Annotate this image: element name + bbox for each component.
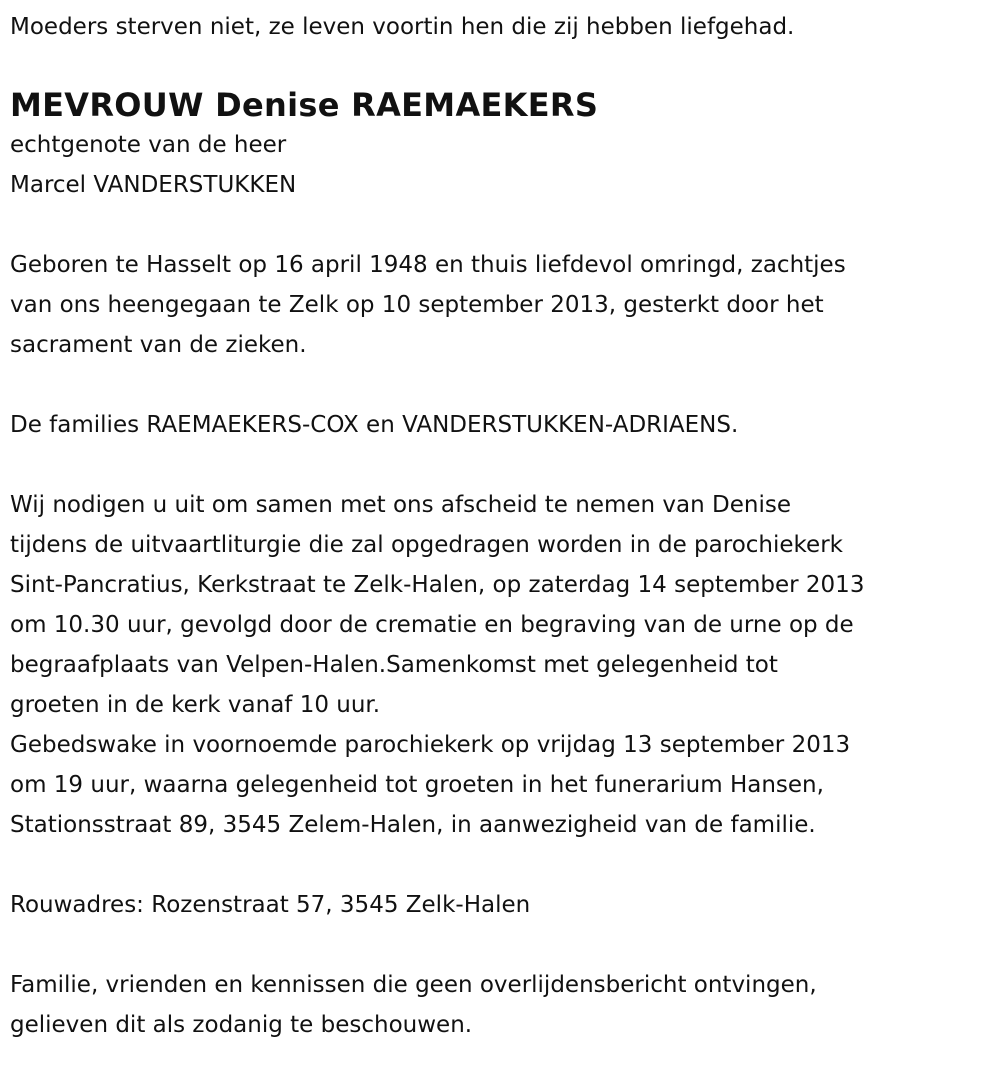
- text-line: groeten in de kerk vanaf 10 uur.: [10, 692, 381, 718]
- obituary-document: [10, 7, 864, 1045]
- text-line: gelieven dit als zodanig te beschouwen.: [10, 1012, 473, 1038]
- text-line: Stationsstraat 89, 3545 Zelem-Halen, in aanwezigheid van de familie.: [10, 812, 816, 838]
- text-line: Geboren te Hasselt op 16 april 1948 en thuis liefdevol omringd, zachtjes: [10, 252, 846, 278]
- text-line: begraafplaats van Velpen-Halen.Samenkomst met gelegenheid tot: [10, 652, 778, 678]
- text-line: Marcel VANDERSTUKKEN: [10, 172, 297, 198]
- text-line: Gebedswake in voornoemde parochiekerk op vrijdag 13 september 2013: [10, 732, 851, 758]
- text-line: tijdens de uitvaartliturgie die zal opgedragen worden in de parochiekerk: [10, 532, 843, 558]
- address-paragraph: [10, 885, 864, 925]
- text-line: Rouwadres: Rozenstraat 57, 3545 Zelk-Halen: [10, 892, 531, 918]
- text-line: om 10.30 uur, gevolgd door de crematie en begraving van de urne op de: [10, 612, 854, 638]
- families-paragraph: [10, 405, 864, 445]
- motto: Moeders sterven niet, ze leven voortin hen die zij hebben liefgehad.: [10, 14, 795, 40]
- spouse-block: [10, 125, 864, 205]
- text-line: om 19 uur, waarna gelegenheid tot groeten in het funerarium Hansen,: [10, 772, 824, 798]
- text-line: Wij nodigen u uit om samen met ons afscheid te nemen van Denise: [10, 492, 791, 518]
- text-line: De families RAEMAEKERS-COX en VANDERSTUKKEN-ADRIAENS.: [10, 412, 739, 438]
- invitation-paragraph: [10, 485, 864, 845]
- deceased-name-heading: MEVROUW Denise RAEMAEKERS: [10, 86, 599, 124]
- birth-death-paragraph: [10, 245, 864, 365]
- closing-paragraph: [10, 965, 864, 1045]
- text-line: Familie, vrienden en kennissen die geen overlijdensbericht ontvingen,: [10, 972, 817, 998]
- text-line: sacrament van de zieken.: [10, 332, 307, 358]
- text-line: van ons heengegaan te Zelk op 10 september 2013, gesterkt door het: [10, 292, 824, 318]
- text-line: echtgenote van de heer: [10, 132, 287, 158]
- text-line: Sint-Pancratius, Kerkstraat te Zelk-Halen, op zaterdag 14 september 2013: [10, 572, 865, 598]
